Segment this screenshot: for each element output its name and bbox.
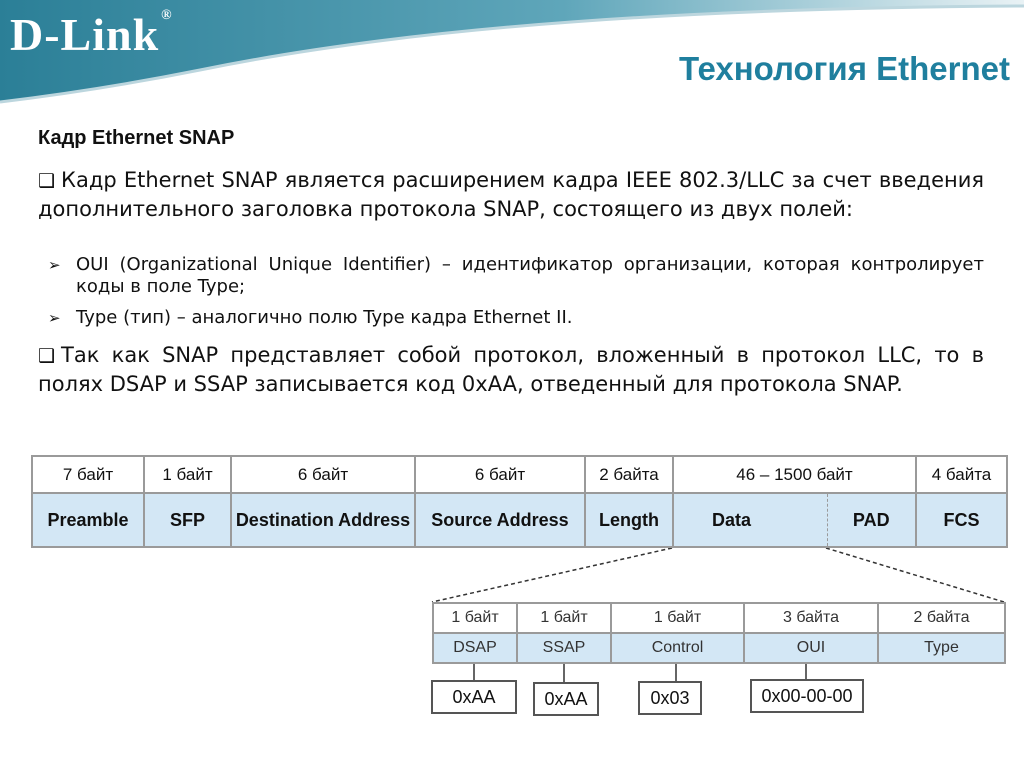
paragraph-text: Кадр Ethernet SNAP является расширением кадра IEEE 802.3/LLC за счет введения дополнительного заголовка протокола SNAP, состоящего из двух полей:	[38, 168, 984, 221]
field-ssap: SSAP	[517, 633, 611, 663]
paragraph-text: Так как SNAP представляет собой протокол, вложенный в протокол LLC, то в полях DSAP и SSAP записывается код 0xAA, отведенный для протокола SNAP.	[38, 343, 984, 396]
field-fcs: FCS	[916, 493, 1007, 547]
field-oui: OUI	[744, 633, 878, 663]
frame-fields-row	[32, 493, 1007, 547]
size-cell-type: 2 байта	[878, 603, 1005, 633]
size-cell-preamble: 7 байт	[32, 456, 144, 493]
field-destination-address: Destination Address	[231, 493, 415, 547]
snap-sizes-row	[433, 603, 1005, 633]
value-box-dsap: 0xAA	[431, 680, 517, 714]
size-cell-length: 2 байта	[585, 456, 673, 493]
size-cell-destination: 6 байт	[231, 456, 415, 493]
field-dsap: DSAP	[433, 633, 517, 663]
field-source-address: Source Address	[415, 493, 585, 547]
size-cell-data-pad: 46 – 1500 байт	[673, 456, 916, 493]
value-box-oui: 0x00-00-00	[750, 679, 864, 713]
value-box-ssap: 0xAA	[533, 682, 599, 716]
frame-sizes-row	[32, 456, 1007, 493]
field-pad: PAD	[827, 493, 916, 547]
field-sfp: SFP	[144, 493, 231, 547]
field-preamble: Preamble	[32, 493, 144, 547]
size-cell-ssap: 1 байт	[517, 603, 611, 633]
size-cell-control: 1 байт	[611, 603, 744, 633]
size-cell-source: 6 байт	[415, 456, 585, 493]
field-type: Type	[878, 633, 1005, 663]
size-cell-fcs: 4 байта	[916, 456, 1007, 493]
value-box-control: 0x03	[638, 681, 702, 715]
snap-fields-row	[433, 633, 1005, 663]
field-control: Control	[611, 633, 744, 663]
slide-title: Технология Ethernet	[678, 50, 1010, 87]
size-cell-oui: 3 байта	[744, 603, 878, 633]
field-data: Data	[673, 493, 827, 547]
snap-header-table	[432, 602, 1006, 664]
ethernet-frame-table	[31, 455, 1008, 548]
dlink-logo: D-Link ®	[10, 8, 173, 60]
size-cell-sfp: 1 байт	[144, 456, 231, 493]
size-cell-dsap: 1 байт	[433, 603, 517, 633]
checkbox-bullet-icon: ❑	[38, 170, 56, 192]
arrow-bullet-icon: ➢	[48, 309, 61, 327]
checkbox-bullet-icon: ❑	[38, 345, 56, 367]
field-length: Length	[585, 493, 673, 547]
bullet-text: Type (тип) – аналогично полю Type кадра Ethernet II.	[76, 307, 573, 328]
section-subtitle: Кадр Ethernet SNAP	[38, 127, 235, 149]
arrow-bullet-icon: ➢	[48, 256, 61, 274]
bullet-text: OUI (Organizational Unique Identifier) – идентификатор организации, которая контролирует коды в поле Type;	[76, 254, 984, 297]
